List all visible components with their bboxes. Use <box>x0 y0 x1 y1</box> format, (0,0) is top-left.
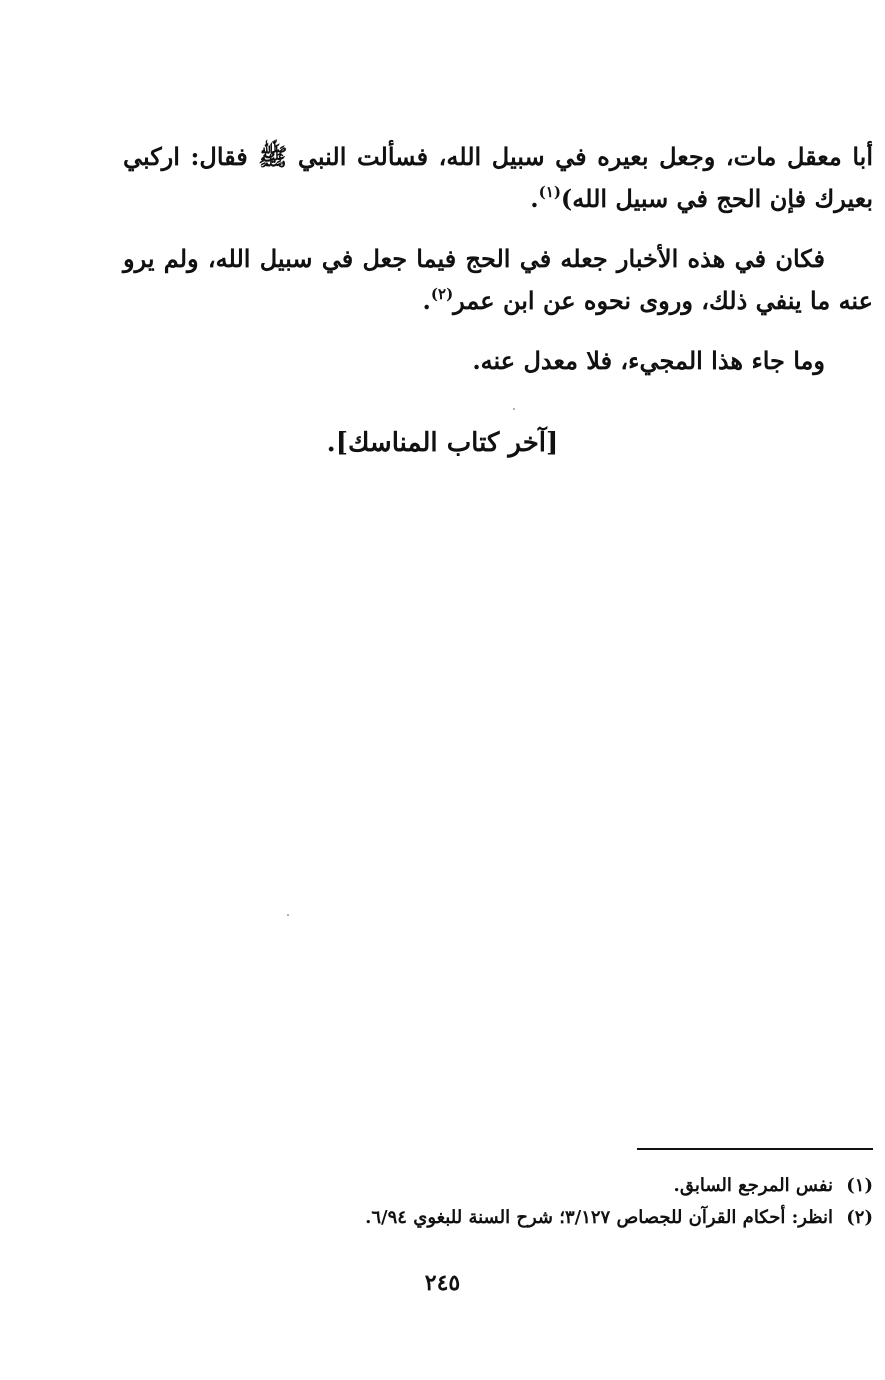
footnote-2 <box>173 1202 873 1234</box>
footnote-text: انظر: أحكام القرآن للجصاص ٣/١٢٧؛ شرح السنة للبغوي ٦/٩٤. <box>365 1207 833 1228</box>
paragraph-hadith <box>123 136 873 220</box>
paragraph-commentary-text: فكان في هذه الأخبار جعله في الحج فيما جعل في سبيل الله، ولم يرو عنه ما ينفي ذلك، وروى نحوه عن ابن عمر <box>123 244 873 315</box>
paragraph-hadith-text: أبا معقل مات، وجعل بعيره في سبيل الله، فسألت النبي ﷺ فقال: اركبي بعيرك فإن الحج في سبيل الله) <box>123 142 873 213</box>
footnote-1 <box>173 1170 873 1202</box>
footnote-number: (٢) <box>846 1207 873 1228</box>
footnotes-section <box>173 1170 873 1234</box>
chapter-end-heading: [آخر كتاب المناسك]. <box>326 428 559 458</box>
footnote-number: (١) <box>846 1175 873 1196</box>
footnote-divider <box>637 1148 873 1150</box>
paragraph-end-mark: . <box>422 286 431 315</box>
scan-speck <box>513 408 515 410</box>
paragraph-end-mark: . <box>530 184 539 213</box>
page-number: ٢٤٥ <box>424 1270 461 1296</box>
footnote-ref-2[interactable]: (٢) <box>430 285 454 303</box>
paragraph-conclusion-text: وما جاء هذا المجيء، فلا معدل عنه. <box>472 346 825 375</box>
paragraph-commentary <box>123 238 873 322</box>
footnote-ref-1[interactable]: (١) <box>538 183 561 201</box>
scan-speck <box>287 914 289 916</box>
footnote-text: نفس المرجع السابق. <box>673 1175 833 1196</box>
paragraph-conclusion <box>123 340 873 382</box>
